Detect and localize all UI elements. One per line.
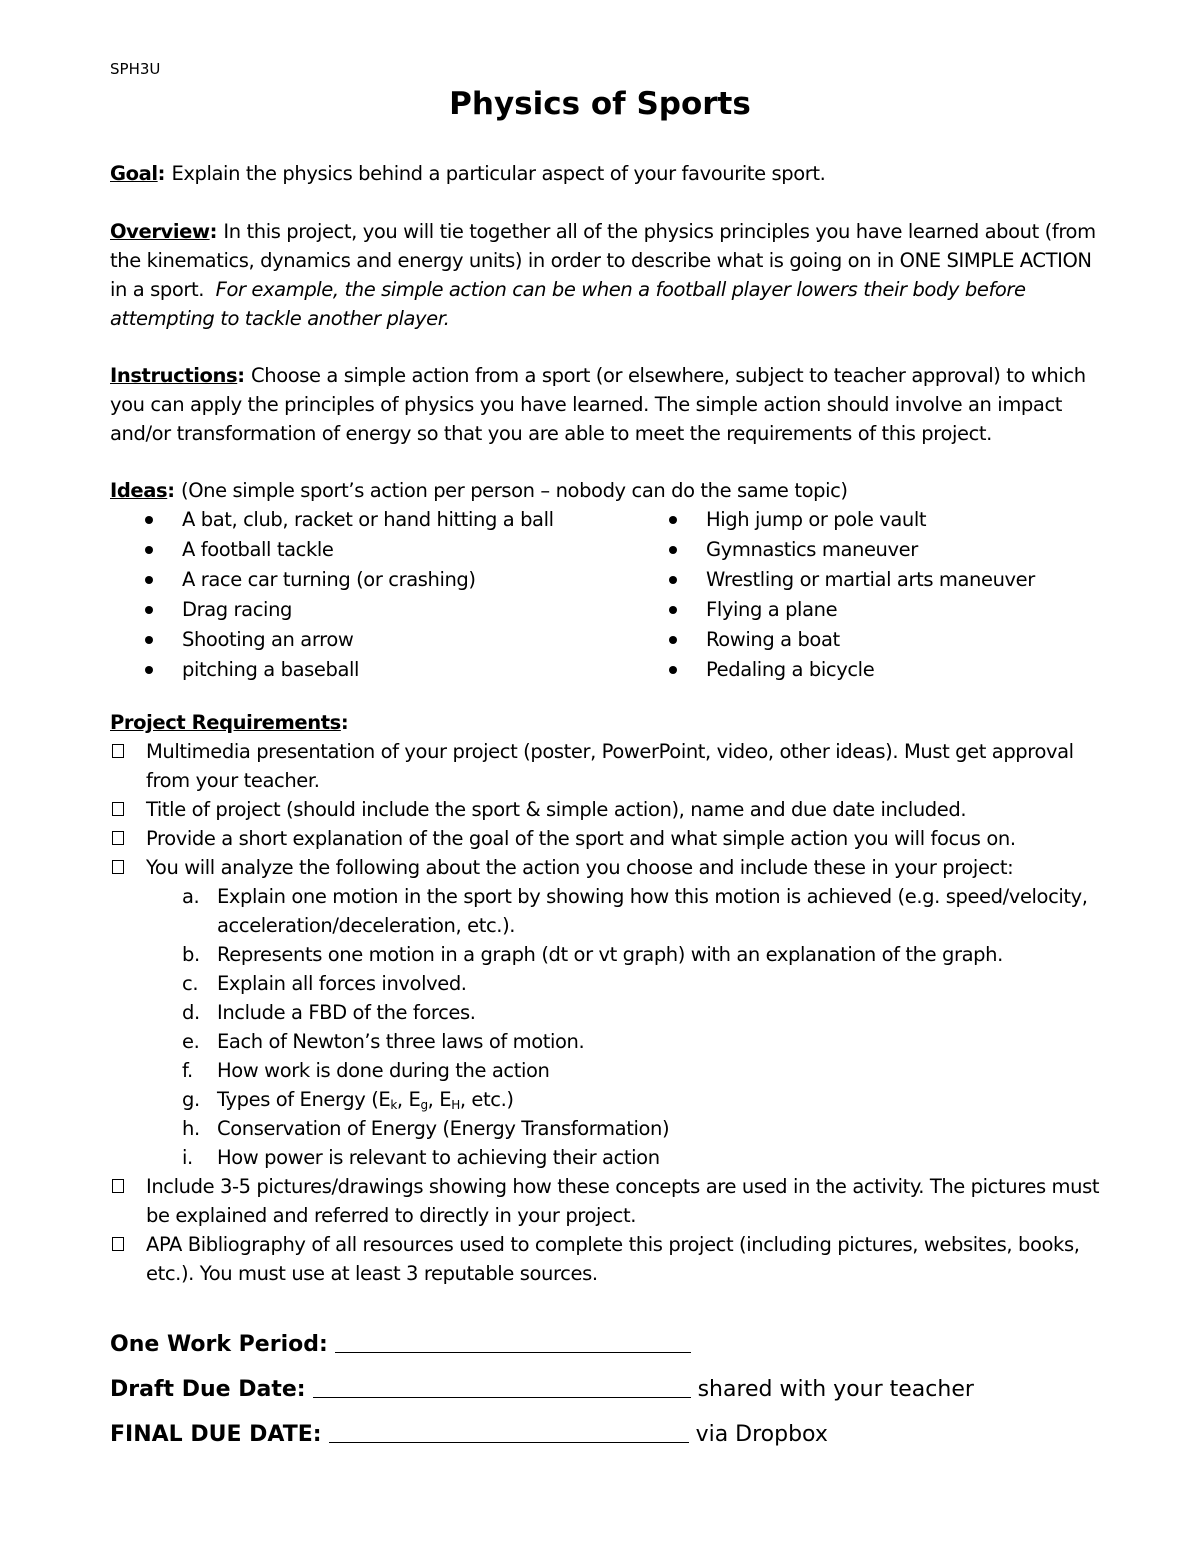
list-item: Gymnastics maneuver <box>706 535 1035 565</box>
list-item: High jump or pole vault <box>706 505 1035 535</box>
page-title: Physics of Sports <box>449 86 751 122</box>
list-item: Pedaling a bicycle <box>706 655 1035 685</box>
overview-example: For example, the simple action can be when a football player lowers their body before attempting to tackle another player. <box>110 278 1026 330</box>
sub-requirement: g. Types of Energy ($E_k$, $E_g$, $E_H$, etc.) <box>182 1088 514 1112</box>
work-period-line <box>110 1332 691 1357</box>
list-item: A race car turning (or crashing) <box>182 565 554 595</box>
bullet-icon <box>145 546 153 554</box>
list-item: Wrestling or martial arts maneuver <box>706 565 1035 595</box>
instructions-label: Instructions <box>110 364 238 387</box>
requirements-section: Project Requirements: Multimedia presentation of your project (poster, PowerPoint, video, other ideas). Must get approval from your teacher. Title of project (should include the sport & simple action), name and due date included. Provide a short explanation of the goal of the sport and what simple action you will focus on. You will analyze the following about the action you choose and include these in your project: a. Explain one motion in the sport by showing how this motion is achieved (e.g. speed/velocity, acceleration/deceleration, etc.). b. Represents one motion in a graph (dt or vt graph) with an explanation of the graph. c. Explain all forces involved. d. Include a FBD of the forces. e. Each of Newton’s three laws of motion. f. How work is done during the action g. Types of Energy ($E_k$, $E_g$, $E_H$, etc.) h. Conservation of Energy (Energy Transformation) i. How power is relevant to achieving their action Include 3-5 pictures/drawings showing how these concepts are used in the activity. The pictures must be explained and referred to directly in your project. APA Bibliography of all resources used to complete this project (including pictures, websites, books, etc.). You must use at least 3 reputable sources. <box>110 708 1100 1288</box>
bullet-icon <box>145 516 153 524</box>
checkbox-icon <box>112 831 124 845</box>
goal-section: Goal: Explain the physics behind a particular aspect of your favourite sport. <box>110 162 826 185</box>
overview-section: Overview: In this project, you will tie together all of the physics principles you have learned about (from the kinematics, dynamics and energy units) in order to describe what is going on in ONE SIMPLE ACTION in a sport. For example, the simple action can be when a football player lowers their body before attempting to tackle another player. <box>110 220 1096 330</box>
ideas-list-right <box>706 505 1035 685</box>
work-period-blank <box>335 1332 691 1353</box>
bullet-icon <box>669 516 677 524</box>
checkbox-icon <box>112 860 124 874</box>
final-due-blank <box>329 1422 689 1443</box>
instructions-section: Instructions: Choose a simple action from a sport (or elsewhere, subject to teacher approval) to which you can apply the principles of physics you have learned. The simple action should involve an impact and/or transformation of energy so that you are able to meet the requirements of this project. <box>110 364 1086 445</box>
list-item: Drag racing <box>182 595 554 625</box>
bullet-icon <box>145 606 153 614</box>
checkbox-icon <box>112 1237 124 1251</box>
work-period-label: One Work Period: <box>110 1332 328 1357</box>
sub-requirement: c. Explain all forces involved. <box>182 972 467 995</box>
checkbox-icon <box>112 744 124 758</box>
bullet-icon <box>669 666 677 674</box>
draft-due-line <box>110 1377 974 1402</box>
list-item: Shooting an arrow <box>182 625 554 655</box>
list-item: Rowing a boat <box>706 625 1035 655</box>
sub-requirement: f. How work is done during the action <box>182 1059 550 1082</box>
final-due-line <box>110 1422 828 1447</box>
overview-text: In this project, you will tie together all of the physics principles you have learned about (from the kinematics, dynamics and energy units) in order to describe what is going on in ONE SIMPLE ACTION in a sport. <box>110 220 1096 301</box>
ideas-label: Ideas <box>110 479 168 502</box>
sub-requirement: e. Each of Newton’s three laws of motion. <box>182 1030 585 1053</box>
requirements-label: Project Requirements <box>110 711 341 734</box>
sub-requirement: b. Represents one motion in a graph (dt or vt graph) with an explanation of the graph. <box>182 943 1003 966</box>
bullet-icon <box>145 636 153 644</box>
list-item: Flying a plane <box>706 595 1035 625</box>
bullet-icon <box>669 546 677 554</box>
requirement-item: Multimedia presentation of your project (poster, PowerPoint, video, other ideas). Must get approval from your teacher. <box>110 737 1100 795</box>
requirement-item: Include 3-5 pictures/drawings showing how these concepts are used in the activity. The pictures must be explained and referred to directly in your project. <box>110 1172 1100 1230</box>
course-code: SPH3U <box>110 60 161 78</box>
goal-text: Explain the physics behind a particular aspect of your favourite sport. <box>171 162 826 185</box>
final-due-label: FINAL DUE DATE: <box>110 1422 322 1447</box>
draft-due-suffix: shared with your teacher <box>697 1377 974 1402</box>
draft-due-label: Draft Due Date: <box>110 1377 306 1402</box>
requirement-item: APA Bibliography of all resources used to complete this project (including pictures, websites, books, etc.). You must use at least 3 reputable sources. <box>110 1230 1100 1288</box>
sub-requirement: d. Include a FBD of the forces. <box>182 1001 476 1024</box>
requirement-item: Title of project (should include the sport & simple action), name and due date included. <box>110 795 1100 824</box>
bullet-icon <box>145 576 153 584</box>
list-item: A bat, club, racket or hand hitting a ball <box>182 505 554 535</box>
sub-requirement: i. How power is relevant to achieving their action <box>182 1146 660 1169</box>
goal-label: Goal <box>110 162 158 185</box>
requirement-item: You will analyze the following about the action you choose and include these in your project: <box>110 853 1100 882</box>
requirement-item: Provide a short explanation of the goal of the sport and what simple action you will focus on. <box>110 824 1100 853</box>
list-item: A football tackle <box>182 535 554 565</box>
bullet-icon <box>669 606 677 614</box>
ideas-intro: (One simple sport’s action per person – nobody can do the same topic) <box>181 479 848 502</box>
checkbox-icon <box>112 1179 124 1193</box>
bullet-icon <box>145 666 153 674</box>
sub-requirement: a. Explain one motion in the sport by showing how this motion is achieved (e.g. speed/velocity, acceleration/deceleration, etc.). <box>182 885 1088 937</box>
ideas-heading: Ideas: (One simple sport’s action per person – nobody can do the same topic) <box>110 479 848 502</box>
draft-due-blank <box>313 1377 691 1398</box>
checkbox-icon <box>112 802 124 816</box>
ideas-list-left <box>182 505 554 685</box>
bullet-icon <box>669 636 677 644</box>
bullet-icon <box>669 576 677 584</box>
sub-requirement: h. Conservation of Energy (Energy Transformation) <box>182 1117 670 1140</box>
instructions-text: Choose a simple action from a sport (or elsewhere, subject to teacher approval) to which you can apply the principles of physics you have learned. The simple action should involve an impact and/or transformation of energy so that you are able to meet the requirements of this project. <box>110 364 1086 445</box>
overview-label: Overview <box>110 220 210 243</box>
list-item: pitching a baseball <box>182 655 554 685</box>
final-due-suffix: via Dropbox <box>695 1422 828 1447</box>
